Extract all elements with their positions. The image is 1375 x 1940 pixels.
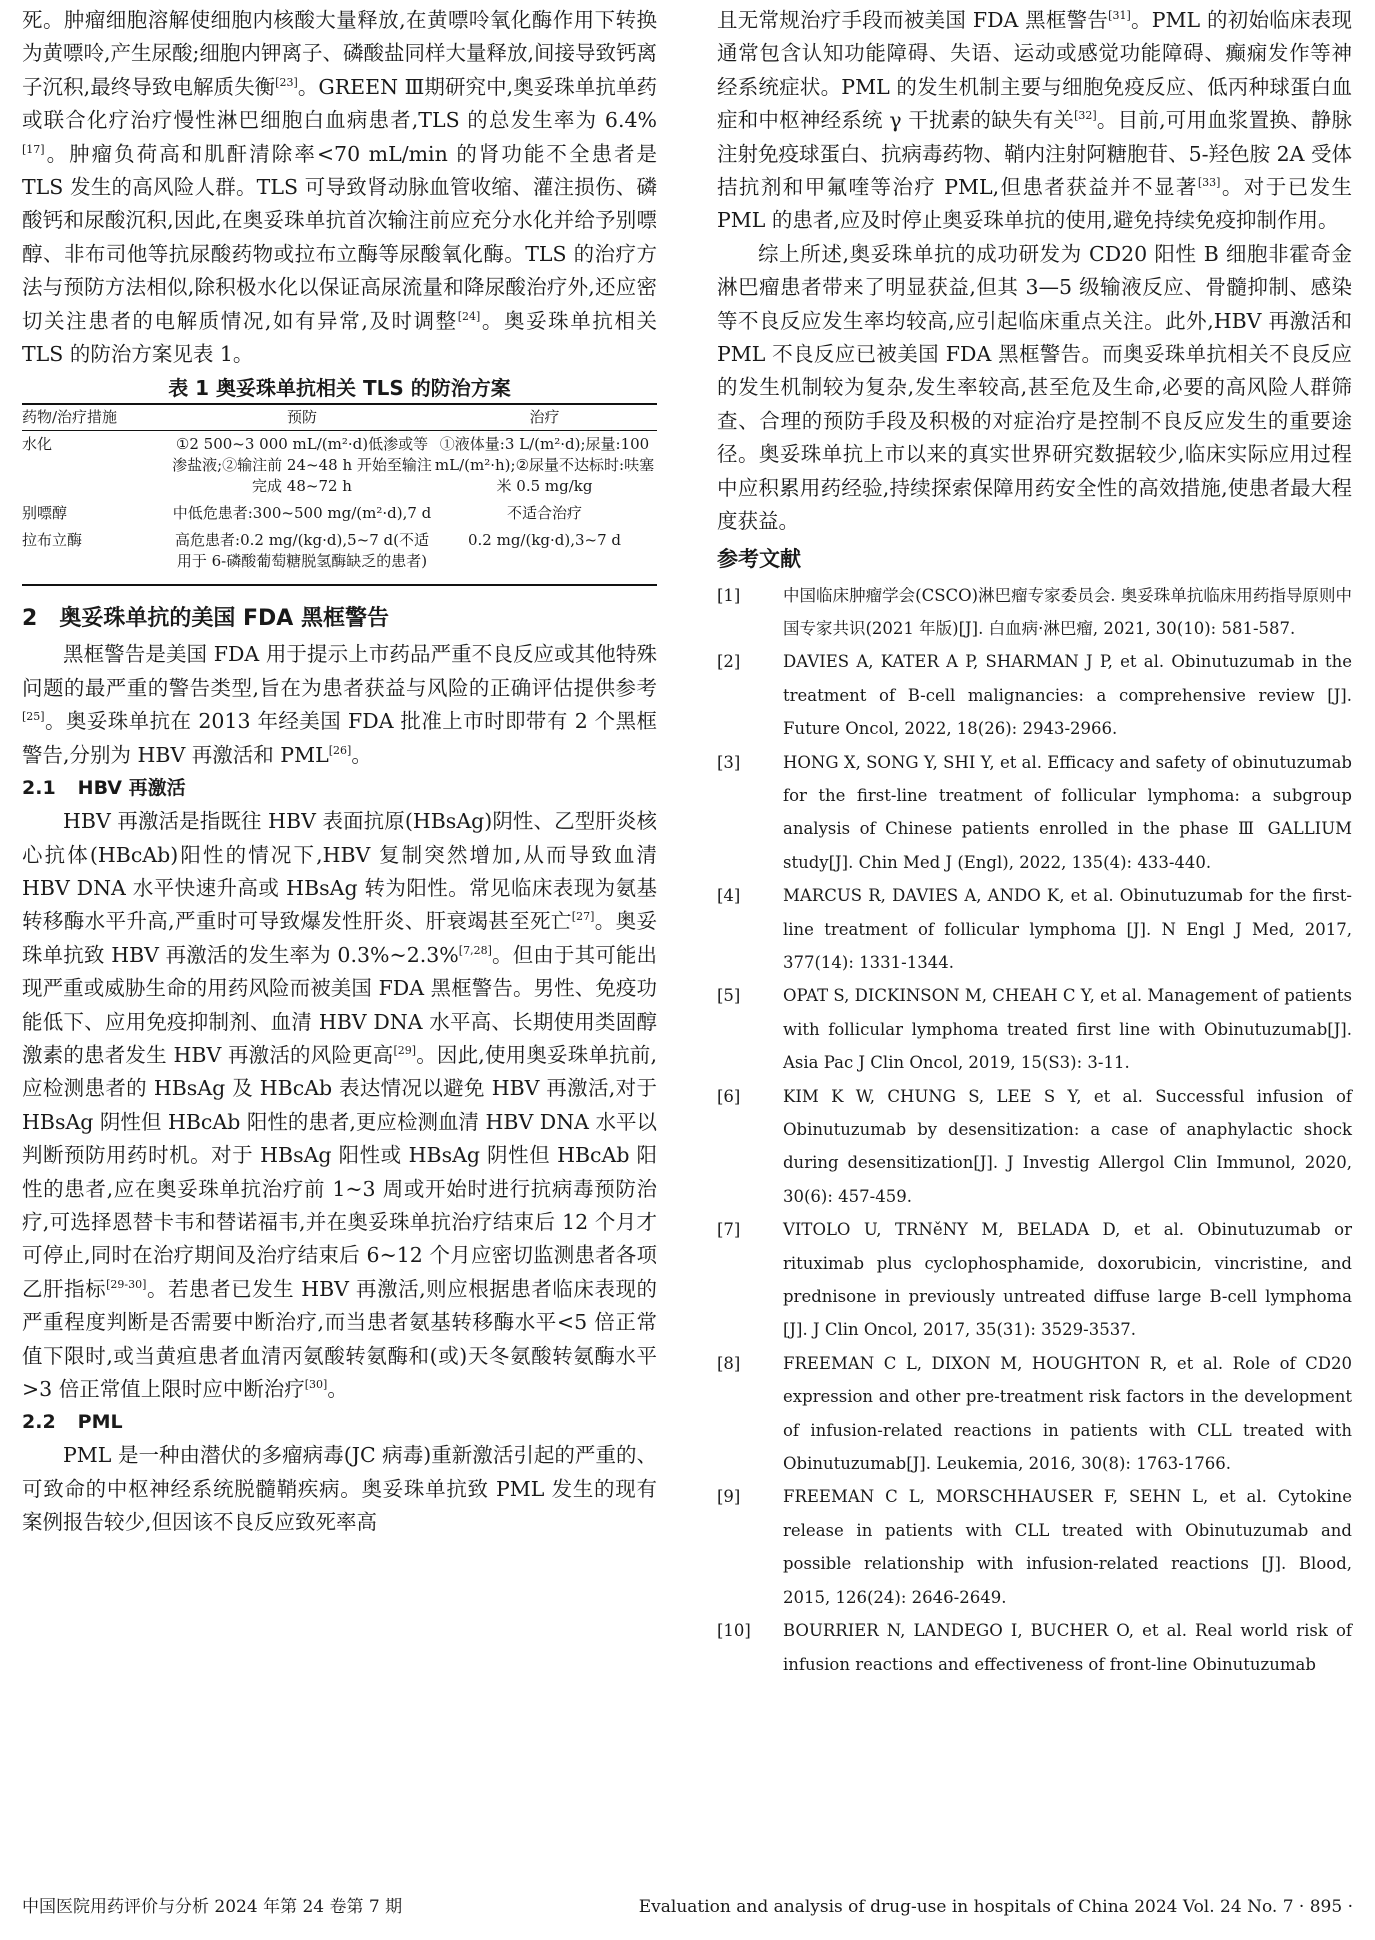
citation[interactable]: [31]	[1108, 9, 1131, 23]
reference-item: [4] MARCUS R, DAVIES A, ANDO K, et al. Obinutuzumab for the first-line treatment of follicular lymphoma [J]. N Engl J Med, 2017, 377(14): 1331-1344.	[717, 886, 1352, 972]
citation[interactable]: [24]	[457, 309, 481, 323]
body-paragraph: 黑框警告是美国 FDA 用于提示上市药品严重不良反应或其他特殊问题的最严重的警告类型,旨在为患者获益与风险的正确评估提供参考[25]。奥妥珠单抗在 2013 年经美国 FDA 批准上市时即带有 2 个黑框警告,分别为 HBV 再激活和 PML[26]。	[22, 642, 657, 767]
reference-item: [5] OPAT S, DICKINSON M, CHEAH C Y, et al. Management of patients with follicular lymphoma treated first line with Obinutuzumab[J]. Asia Pac J Clin Oncol, 2019, 15(S3): 3-11.	[717, 986, 1352, 1073]
table-cell-treatment: 0.2 mg/(kg·d),3~7 d	[432, 527, 657, 585]
body-paragraph: HBV 再激活是指既往 HBV 表面抗原(HBsAg)阴性、乙型肝炎核心抗体(HBcAb)阳性的情况下,HBV 复制突然增加,从而导致血清 HBV DNA 水平快速升高或 HBsAg 转为阳性。常见临床表现为氨基转移酶水平升高,严重时可导致爆发性肝炎、肝衰竭甚至死亡[27]。奥妥珠单抗致 HBV 再激活的发生率为 0.3%~2.3%[7,28]。但由于其可能出现严重或威胁生命的用药风险而被美国 FDA 黑框警告。男性、免疫功能低下、应用免疫抑制剂、血清 HBV DNA 水平高、长期使用类固醇激素的患者发生 HBV 再激活的风险更高[29]。因此,使用奥妥珠单抗前,应检测患者的 HBsAg 及 HBcAb 表达情况以避免 HBV 再激活,对于 HBsAg 阴性但 HBcAb 阳性的患者,更应检测血清 HBV DNA 水平以判断预防用药时机。对于 HBsAg 阳性或 HBsAg 阴性但 HBcAb 阳性的患者,应在奥妥珠单抗治疗前 1~3 周或开始时进行抗病毒预防治疗,可选择恩替卡韦和替诺福韦,并在奥妥珠单抗治疗结束后 12 个月才可停止,同时在治疗期间及治疗结束后 6~12 个月应密切监测患者各项乙肝指标[29-30]。若患者已发生 HBV 再激活,则应根据患者临床表现的严重程度判断是否需要中断治疗,而当患者氨基转移酶水平<5 倍正常值下限时,或当黄疸患者血清丙氨酸转氨酶和(或)天冬氨酸转氨酶水平>3 倍正常值上限时应中断治疗[30]。	[22, 809, 658, 1401]
journal-footer-cn: 中国医院用药评价与分析 2024 年第 24 卷第 7 期	[22, 1897, 403, 1917]
reference-item: [9] FREEMAN C L, MORSCHHAUSER F, SEHN L, et al. Cytokine release in patients with CLL treated with Obinutuzumab and possible relationship with infusion-related reactions [J]. Blood, 2015, 126(24): 2646-2649.	[717, 1487, 1352, 1607]
citation[interactable]: [29-30]	[106, 1277, 147, 1291]
table-cell-prevention: 高危患者:0.2 mg/(kg·d),5~7 d(不适用于 6-磷酸葡萄糖脱氢酶缺乏的患者)	[172, 527, 432, 585]
references-heading: 参考文献	[717, 546, 801, 571]
citation[interactable]: [7,28]	[458, 943, 492, 957]
citation[interactable]: [33]	[1197, 176, 1221, 190]
subsection-heading: 2.1 HBV 再激活	[22, 777, 186, 800]
reference-item: [3] HONG X, SONG Y, SHI Y, et al. Efficacy and safety of obinutuzumab for the first-line treatment of follicular lymphoma: a subgroup analysis of Chinese patients enrolled in the phase Ⅲ GALLIUM study[J]. Chin Med J (Engl), 2022, 135(4): 433-440.	[717, 752, 1352, 872]
table-cell-prevention: ①2 500~3 000 mL/(m²·d)低渗或等渗盐液;②输注前 24~48 h 开始至输注完成 48~72 h	[172, 435, 432, 496]
citation[interactable]: [23]	[275, 75, 298, 89]
table-cell-measure: 别嘌醇	[22, 504, 68, 523]
journal-footer-en: Evaluation and analysis of drug-use in hospitals of China 2024 Vol. 24 No. 7 · 895 ·	[638, 1897, 1353, 1917]
reference-item: [10] BOURRIER N, LANDEGO I, BUCHER O, et al. Real world risk of infusion reactions and effectiveness of front-line Obinutuzumab	[717, 1621, 1352, 1674]
subsection-heading: 2.2 PML	[22, 1411, 123, 1434]
reference-item: [7] VITOLO U, TRNěNY M, BELADA D, et al. Obinutuzumab or rituximab plus cyclophosphamide, doxorubicin, vincristine, and prednisone in previously untreated diffuse large B-cell lymphoma [J]. J Clin Oncol, 2017, 35(31): 3529-3537.	[717, 1220, 1352, 1340]
table-row	[22, 500, 657, 527]
citation[interactable]: [32]	[1074, 109, 1097, 123]
reference-item: [1] 中国临床肿瘤学会(CSCO)淋巴瘤专家委员会. 奥妥珠单抗临床用药指导原则中国专家共识(2021 年版)[J]. 白血病·淋巴瘤, 2021, 30(10): 581-587.	[717, 585, 1352, 638]
body-paragraph: PML 是一种由潜伏的多瘤病毒(JC 病毒)重新激活引起的严重的、可致命的中枢神经系统脱髓鞘疾病。奥妥珠单抗致 PML 发生的现有案例报告较少,但因该不良反应致死率高	[22, 1443, 657, 1535]
tls-paragraph: 死。肿瘤细胞溶解使细胞内核酸大量释放,在黄嘌呤氧化酶作用下转换为黄嘌呤,产生尿酸;细胞内钾离子、磷酸盐同样大量释放,间接导致钙离子沉积,最终导致电解质失衡[23]。GREEN Ⅲ期研究中,奥妥珠单抗单药或联合化疗治疗慢性淋巴细胞白血病患者,TLS 的总发生率为 6.4%[17]。肿瘤负荷高和肌酐清除率<70 mL/min 的肾功能不全患者是 TLS 发生的高风险人群。TLS 可导致肾动脉血管收缩、灌注损伤、磷酸钙和尿酸沉积,因此,在奥妥珠单抗首次输注前应充分水化并给予别嘌醇、非布司他等抗尿酸药物或拉布立酶等尿酸氧化酶。TLS 的治疗方法与预防方法相似,除积极水化以保证高尿流量和降尿酸治疗外,还应密切关注患者的电解质情况,如有异常,及时调整[24]。奥妥珠单抗相关 TLS 的防治方案见表 1。	[22, 8, 657, 367]
table-cell-treatment: ①液体量:3 L/(m²·d);尿量:100 mL/(m²·h);②尿量不达标时:呋塞米 0.5 mg/kg	[434, 435, 655, 496]
table-caption: 表 1 奥妥珠单抗相关 TLS 的防治方案	[168, 376, 511, 401]
table-cell-measure: 水化	[22, 435, 53, 454]
citation[interactable]: [29]	[393, 1044, 417, 1058]
body-paragraph: 且无常规治疗手段而被美国 FDA 黑框警告[31]。PML 的初始临床表现通常包含认知功能障碍、失语、运动或感觉功能障碍、癫痫发作等神经系统症状。PML 的发生机制主要与细胞免疫反应、低丙种球蛋白血症和中枢神经系统 γ 干扰素的缺失有关[32]。目前,可用血浆置换、静脉注射免疫球蛋白、抗病毒药物、鞘内注射阿糖胞苷、5-羟色胺 2A 受体拮抗剂和甲氟喹等治疗 PML,但患者获益并不显著[33]。对于已发生 PML 的患者,应及时停止奥妥珠单抗的使用,避免持续免疫抑制作用。	[717, 8, 1353, 233]
reference-list	[717, 579, 1352, 1681]
citation[interactable]: [27]	[571, 910, 595, 924]
citation[interactable]: [30]	[304, 1378, 328, 1392]
table-cell-measure: 拉布立酶	[22, 527, 172, 585]
right-column	[717, 4, 1352, 1681]
citation[interactable]: [25]	[22, 710, 45, 724]
table-header: 预防	[172, 404, 432, 431]
table-row	[22, 431, 657, 501]
citation[interactable]: [17]	[22, 142, 45, 156]
reference-item: [8] FREEMAN C L, DIXON M, HOUGHTON R, et al. Role of CD20 expression and other pre-treatment risk factors in the development of infusion-related reactions in patients with CLL treated with Obinutuzumab[J]. Leukemia, 2016, 30(8): 1763-1766.	[717, 1353, 1352, 1474]
tls-table	[22, 403, 657, 586]
reference-item: [2] DAVIES A, KATER A P, SHARMAN J P, et al. Obinutuzumab in the treatment of B-cell malignancies: a comprehensive review [J]. Future Oncol, 2022, 18(26): 2943-2966.	[717, 652, 1352, 739]
table-header: 治疗	[432, 404, 657, 431]
section-heading: 2 奥妥珠单抗的美国 FDA 黑框警告	[22, 606, 389, 632]
citation[interactable]: [26]	[328, 743, 352, 757]
table-cell-prevention: 中低危患者:300~500 mg/(m²·d),7 d	[172, 504, 432, 523]
table-cell-treatment: 不适合治疗	[506, 504, 582, 523]
table-row	[22, 527, 657, 585]
reference-item: [6] KIM K W, CHUNG S, LEE S Y, et al. Successful infusion of Obinutuzumab by desensitization: a case of anaphylactic shock during desensitization[J]. J Investig Allergol Clin Immunol, 2020, 30(6): 457-459.	[717, 1086, 1352, 1206]
table-header: 药物/治疗措施	[22, 404, 172, 431]
conclusion-paragraph: 综上所述,奥妥珠单抗的成功研发为 CD20 阳性 B 细胞非霍奇金淋巴瘤患者带来了明显获益,但其 3—5 级输液反应、骨髓抑制、感染等不良反应发生率均较高,应引起临床重点关注。此外,HBV 再激活和 PML 不良反应已被美国 FDA 黑框警告。而奥妥珠单抗相关不良反应的发生机制较为复杂,发生率较高,甚至危及生命,必要的高风险人群筛查、合理的预防手段及积极的对症治疗是控制不良反应发生的重要途径。奥妥珠单抗上市以来的真实世界研究数据较少,临床实际应用过程中应积累用药经验,持续探索保障用药安全性的高效措施,使患者最大程度获益。	[717, 241, 1352, 534]
left-column	[22, 4, 657, 1540]
